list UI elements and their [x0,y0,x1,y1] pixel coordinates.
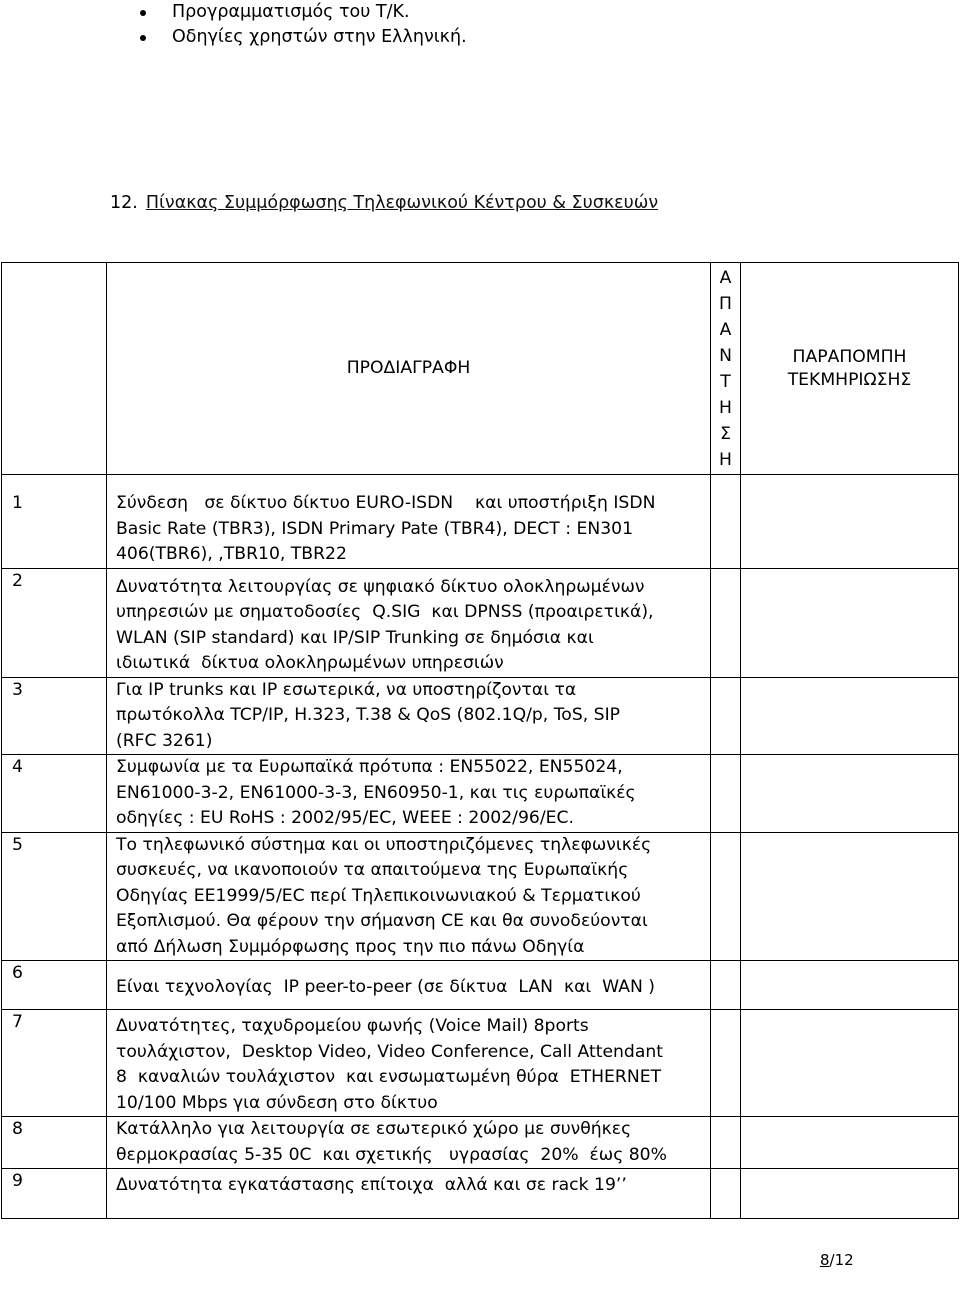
spec-line: 406(TBR6), ,TBR10, TBR22 [116,544,347,564]
spec-line: συσκευές, να ικανοποιούν τα απαιτούμενα της Ευρωπαϊκής [116,860,629,880]
table-row [2,475,959,569]
row-specification [107,1117,711,1169]
table-row [2,1010,959,1117]
row-reference[interactable] [741,475,959,569]
row-answer[interactable] [711,961,741,1010]
row-number: 6 [2,961,107,1010]
table-row [2,568,959,677]
row-number: 5 [2,832,107,961]
row-answer[interactable] [711,1169,741,1219]
row-number: 4 [2,755,107,833]
row-number: 9 [2,1169,107,1219]
spec-line: Δυνατότητα εγκατάστασης επίτοιχα αλλά και σε rack 19’’ [116,1175,627,1195]
row-answer[interactable] [711,1010,741,1117]
spec-line: Συμφωνία με τα Ευρωπαϊκά πρότυπα : EN55022, EN55024, [116,757,623,777]
row-specification [107,755,711,833]
page-number: 8/12 [820,1251,854,1269]
row-specification [107,1010,711,1117]
spec-line: Για IP trunks και IP εσωτερικά, να υποστηρίζονται τα [116,679,577,700]
row-reference[interactable] [741,755,959,833]
table-row [2,755,959,833]
row-answer[interactable] [711,832,741,961]
row-answer[interactable] [711,568,741,677]
row-specification [107,568,711,677]
spec-line: Κατάλληλο για λειτουργία σε εσωτερικό χώρο με συνθήκες [116,1119,632,1139]
row-reference[interactable] [741,1117,959,1169]
spec-line: θερμοκρασίας 5-35 0C και σχετικής υγρασίας 20% έως 80% [116,1144,667,1165]
spec-line: ιδιωτικά δίκτυα ολοκληρωμένων υπηρεσιών [116,653,504,673]
spec-line: 10/100 Mbps για σύνδεση στο δίκτυο [116,1092,438,1113]
spec-line: (RFC 3261) [116,730,213,751]
header-spec: ΠΡΟΔΙΑΓΡΑΦΗ [107,263,711,475]
spec-line: EN61000-3-2, EN61000-3-3, EN60950-1, και τις ευρωπαϊκές [116,782,636,803]
table-row [2,832,959,961]
spec-line: τουλάχιστον, Desktop Video, Video Conference, Call Attendant [116,1041,664,1062]
spec-line: Εξοπλισμού. Θα φέρουν την σήμανση CE και θα συνοδεύονται [116,911,648,931]
row-reference[interactable] [741,1169,959,1219]
table-row [2,1169,959,1219]
header-answer: Α Π Α Ν Τ Η Σ Η [711,263,741,475]
row-specification [107,961,711,1010]
row-reference[interactable] [741,568,959,677]
table-row [2,1117,959,1169]
table-row [2,961,959,1010]
spec-line: Δυνατότητες, ταχυδρομείου φωνής (Voice Mail) 8ports [116,1016,589,1036]
spec-line: Το τηλεφωνικό σύστημα και οι υποστηριζόμενες τηλεφωνικές [116,834,652,855]
row-reference[interactable] [741,832,959,961]
bullet-item: Προγραμματισμός του Τ/Κ. [172,2,410,22]
row-answer[interactable] [711,755,741,833]
spec-line: 8 καναλιών τουλάχιστον και ενσωματωμένη θύρα ETHERNET [116,1067,662,1087]
header-reference: ΠΑΡΑΠΟΜΠΗ ΤΕΚΜΗΡΙΩΣΗΣ [741,263,959,475]
spec-line: Basic Rate (TBR3), ISDN Primary Pate (TBR4), DECT : EN301 [116,518,634,539]
row-reference[interactable] [741,1010,959,1117]
row-answer[interactable] [711,475,741,569]
bullet-item: Οδηγίες χρηστών στην Ελληνική. [172,27,467,47]
spec-line: πρωτόκολλα TCP/IP, H.323, T.38 & QoS (802.1Q/p, ToS, SIP [116,705,620,725]
section-number: 12. [110,193,138,213]
spec-line: υπηρεσιών με σηματοδοσίες Q.SIG και DPNSS (προαιρετικά), [116,602,654,622]
row-specification [107,475,711,569]
header-num-cell [2,263,107,475]
row-number: 7 [2,1010,107,1117]
row-specification [107,832,711,961]
row-number: 3 [2,677,107,755]
row-reference[interactable] [741,961,959,1010]
spec-line: Σύνδεση σε δίκτυο δίκτυο EURO-ISDN και υποστήριξη ISDN [116,493,656,513]
spec-line: Δυνατότητα λειτουργίας σε ψηφιακό δίκτυο ολοκληρωμένων [116,576,645,597]
row-specification [107,677,711,755]
section-title: Πίνακας Συμμόρφωσης Τηλεφωνικού Κέντρου & Συσκευών [145,193,659,213]
spec-line: Είναι τεχνολογίας IP peer-to-peer (σε δίκτυα LAN και WAN ) [116,977,655,997]
row-answer[interactable] [711,1117,741,1169]
section-heading [110,193,658,213]
row-answer[interactable] [711,677,741,755]
spec-line: από Δήλωση Συμμόρφωσης προς την πιο πάνω Οδηγία [116,936,585,957]
table-header-row [2,263,959,475]
spec-line: οδηγίες : EU RoHS : 2002/95/EC, WEEE : 2002/96/EC. [116,808,574,828]
row-specification [107,1169,711,1219]
compliance-table [1,262,959,1219]
row-number: 1 [2,475,107,569]
row-number: 2 [2,568,107,677]
spec-line: WLAN (SIP standard) και IP/SIP Trunking σε δημόσια και [116,627,594,648]
row-reference[interactable] [741,677,959,755]
table-row [2,677,959,755]
row-number: 8 [2,1117,107,1169]
spec-line: Οδηγίας ΕΕ1999/5/ΕC περί Τηλεπικοινωνιακού & Τερματικού [116,885,641,906]
